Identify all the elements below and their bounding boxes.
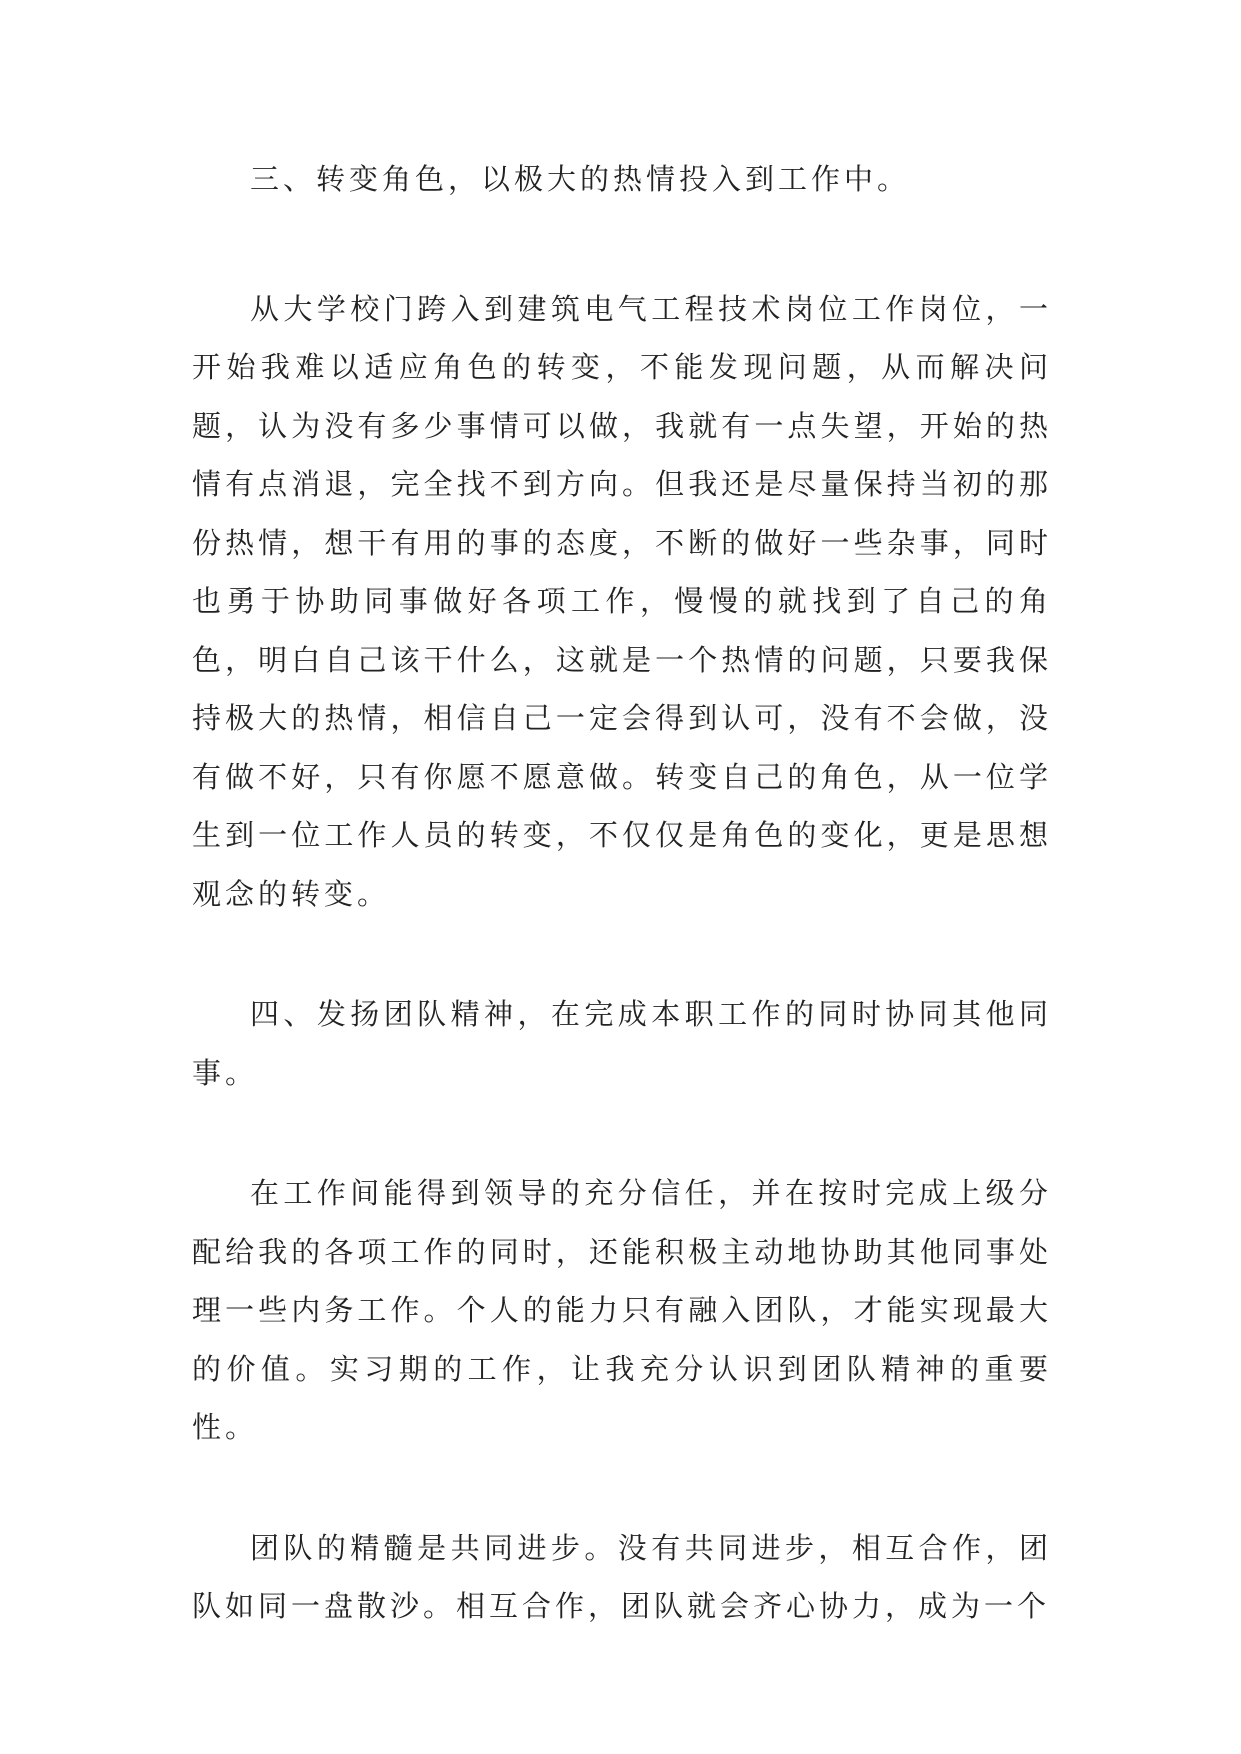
document-page (192, 150, 1052, 1636)
section-heading-four: 四、发扬团队精神，在完成本职工作的同时协同其他同事。 (192, 997, 1052, 1090)
section-heading-three: 三、转变角色，以极大的热情投入到工作中。 (250, 162, 911, 196)
body-paragraph-team-essence: 团队的精髓是共同进步。没有共同进步，相互合作，团队如同一盘散沙。相互合作，团队就会齐心协力，成为一个 (192, 1530, 1052, 1623)
body-paragraph-teamwork: 在工作间能得到领导的充分信任，并在按时完成上级分配给我的各项工作的同时，还能积极主动地协助其他同事处理一些内务工作。个人的能力只有融入团队，才能实现最大的价值。实习期的工作，让我充分认识到团队精神的重要性。 (192, 1176, 1052, 1444)
body-paragraph-role-change: 从大学校门跨入到建筑电气工程技术岗位工作岗位，一开始我难以适应角色的转变，不能发现问题，从而解决问题，认为没有多少事情可以做，我就有一点失望，开始的热情有点消退，完全找不到方向。但我还是尽量保持当初的那份热情，想干有用的事的态度，不断的做好一些杂事，同时也勇于协助同事做好各项工作，慢慢的就找到了自己的角色，明白自己该干什么，这就是一个热情的问题，只要我保持极大的热情，相信自己一定会得到认可，没有不会做，没有做不好，只有你愿不愿意做。转变自己的角色，从一位学生到一位工作人员的转变，不仅仅是角色的变化，更是思想观念的转变。 (192, 291, 1052, 911)
